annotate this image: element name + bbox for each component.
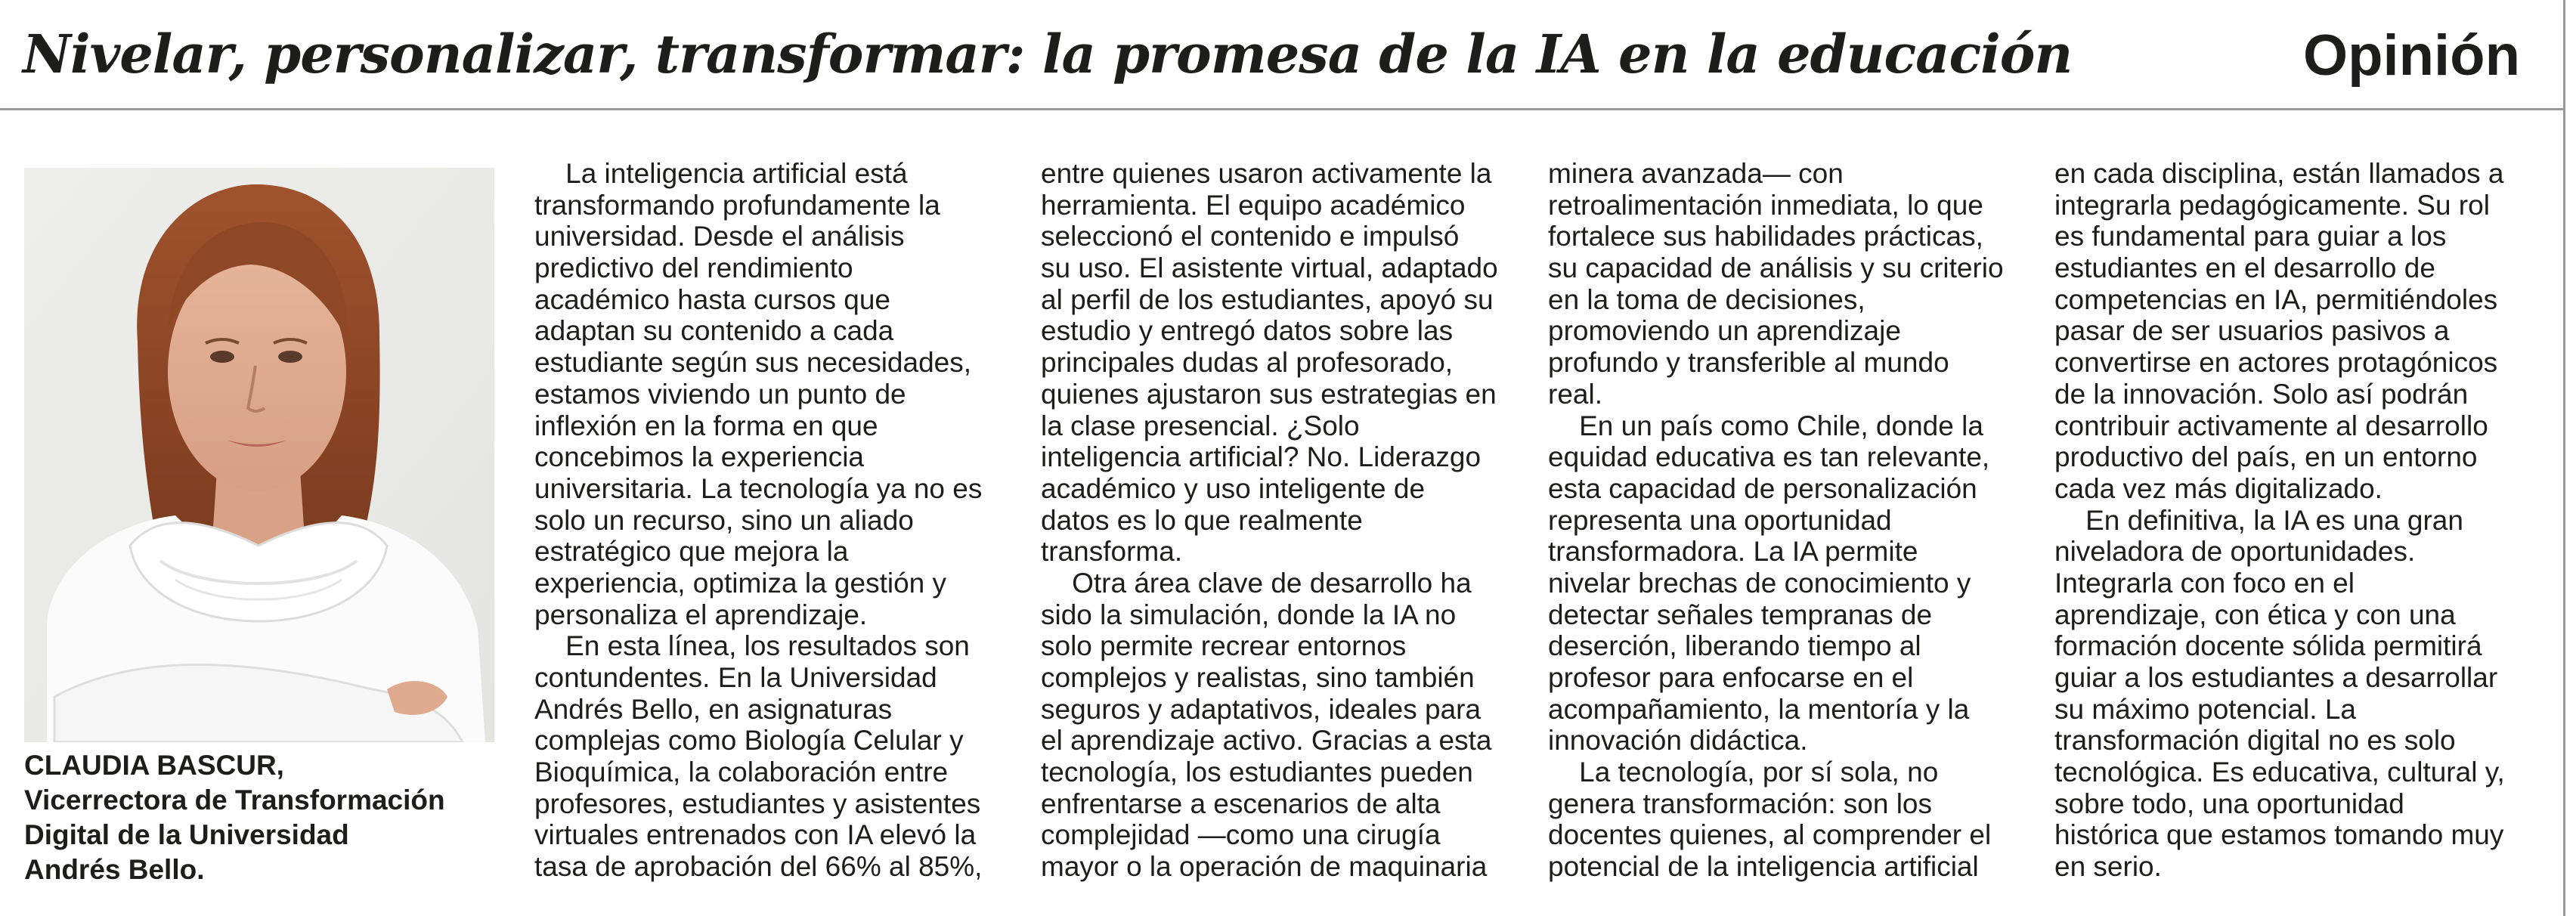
article-text-line: complejas como Biología Celular y	[534, 725, 964, 757]
article-text-line: detectar señales tempranas de	[1548, 599, 1933, 630]
article-text-line: principales dudas al profesorado,	[1041, 347, 1454, 379]
article-text-line: predictivo del rendimiento	[534, 252, 853, 284]
article-text-line: solo permite recrear entornos	[1041, 630, 1407, 662]
article-text-line: datos es lo que realmente	[1041, 504, 1363, 536]
article-text-line: en cada disciplina, están llamados a	[2054, 158, 2504, 189]
article-text-line: estudiantes en el desarrollo de	[2054, 252, 2435, 284]
article-text-line: aprendizaje, con ética y con una	[2054, 599, 2456, 630]
article-text-line: retroalimentación inmediata, lo que	[1548, 189, 1983, 221]
article-text-line: enfrentarse a escenarios de alta	[1041, 788, 1441, 819]
article-text-line: genera transformación: son los	[1548, 788, 1932, 819]
author-role-line: Digital de la Universidad	[24, 819, 349, 850]
article-text-line: cada vez más digitalizado.	[2054, 472, 2382, 504]
article-text-line: integrarla pedagógicamente. Su rol	[2054, 189, 2490, 221]
article-text-line: mayor o la operación de maquinaria	[1041, 851, 1488, 883]
article-text-line: Bioquímica, la colaboración entre	[534, 757, 949, 788]
article-text-line: deserción, liberando tiempo al	[1548, 630, 1921, 662]
article-text-line: acompañamiento, la mentoría y la	[1548, 693, 1970, 725]
article-text-line: promoviendo un aprendizaje	[1548, 315, 1901, 347]
article-column-1	[534, 158, 1033, 883]
article-text-line: inflexión en la forma en que	[534, 410, 878, 441]
article-text-line: experiencia, optimiza la gestión y	[534, 567, 947, 599]
article-text-line: contribuir activamente al desarrollo	[2054, 410, 2488, 441]
article-text-line: complejidad —como una cirugía	[1041, 819, 1441, 851]
article-text-line: guiar a los estudiantes a desarrollar	[2054, 662, 2498, 693]
article-text-line: representa una oportunidad	[1548, 504, 1892, 536]
article-text-line: entre quienes usaron activamente la	[1041, 158, 1492, 189]
article-text-line: profundo y transferible al mundo	[1548, 347, 1949, 379]
author-role-line: Vicerrectora de Transformación	[24, 784, 445, 815]
header-divider	[0, 108, 2565, 110]
article-text-line: solo un recurso, sino un aliado	[534, 504, 914, 536]
article-text-line: niveladora de oportunidades.	[2054, 536, 2416, 568]
author-role-line: Andrés Bello.	[24, 854, 205, 885]
article-text-line: minera avanzada— con	[1548, 158, 1844, 189]
article-text-line: competencias en IA, permitiéndoles	[2054, 283, 2498, 315]
article-text-line: transformadora. La IA permite	[1548, 536, 1918, 568]
article-text-line: sido la simulación, donde la IA no	[1041, 599, 1457, 630]
article-text-line: su uso. El asistente virtual, adaptado	[1041, 252, 1498, 284]
article-text-line: convertirse en actores protagónicos	[2054, 347, 2498, 379]
article-text-line: La tecnología, por sí sola, no	[1548, 757, 1939, 788]
article-text-line: académico hasta cursos que	[534, 283, 890, 315]
article-text-line: equidad educativa es tan relevante,	[1548, 441, 1990, 473]
article-text-line: herramienta. El equipo académico	[1041, 189, 1466, 221]
article-text-line: concebimos la experiencia	[534, 441, 865, 473]
article-column-3	[1548, 158, 2047, 883]
article-text-line: docentes quienes, al comprender el	[1548, 819, 1992, 851]
article-text-line: En esta línea, los resultados son	[534, 630, 970, 662]
article-text-line: Andrés Bello, en asignaturas	[534, 693, 893, 725]
article-text-line: en serio.	[2054, 851, 2162, 883]
article-text-line: En definitiva, la IA es una gran	[2054, 504, 2463, 536]
article-text-line: formación docente sólida permitirá	[2054, 630, 2482, 662]
article-text-line: estudiante según sus necesidades,	[534, 347, 972, 379]
article-text-line: virtuales entrenados con IA elevó la	[534, 819, 977, 851]
article-text-line: profesores, estudiantes y asistentes	[534, 788, 981, 819]
article-text-line: en la toma de decisiones,	[1548, 283, 1865, 315]
article-text-line: complejos y realistas, sino también	[1041, 662, 1475, 693]
section-label: Opinión	[2302, 23, 2520, 88]
article-text-line: contundentes. En la Universidad	[534, 662, 937, 693]
article-text-line: académico y uso inteligente de	[1041, 472, 1426, 504]
page-edge-divider	[2563, 0, 2565, 916]
article-text-line: seleccionó el contenido e impulsó	[1041, 221, 1460, 252]
article-text-line: estamos viviendo un punto de	[534, 378, 906, 410]
article-text-line: pasar de ser usuarios pasivos a	[2054, 315, 2450, 347]
article-text-line: al perfil de los estudiantes, apoyó su	[1041, 283, 1494, 315]
author-byline	[24, 748, 508, 887]
article-text-line: tecnológica. Es educativa, cultural y,	[2054, 757, 2505, 788]
article-text-line: sobre todo, una oportunidad	[2054, 788, 2404, 819]
article-text-line: innovación didáctica.	[1548, 725, 1808, 757]
article-column-4	[2054, 158, 2553, 883]
article-column-2	[1041, 158, 1540, 883]
article-text-line: transformando profundamente la	[534, 189, 940, 221]
article-text-line: fortalece sus habilidades prácticas,	[1548, 221, 1983, 252]
author-name: CLAUDIA BASCUR,	[24, 750, 284, 781]
article-text-line: esta capacidad de personalización	[1548, 472, 1977, 504]
article-text-line: es fundamental para guiar a los	[2054, 221, 2447, 252]
page-header	[0, 0, 2565, 108]
article-text-line: su máximo potencial. La	[2054, 693, 2356, 725]
article-text-line: su capacidad de análisis y su criterio	[1548, 252, 2004, 284]
article-text-line: universidad. Desde el análisis	[534, 221, 905, 252]
article-text-line: adaptan su contenido a cada	[534, 315, 894, 347]
article-text-line: seguros y adaptativos, ideales para	[1041, 693, 1482, 725]
article-text-line: profesor para enfocarse en el	[1548, 662, 1914, 693]
article-text-line: estudio y entregó datos sobre las	[1041, 315, 1454, 347]
article-text-line: nivelar brechas de conocimiento y	[1548, 567, 1971, 599]
article-text-line: el aprendizaje activo. Gracias a esta	[1041, 725, 1492, 757]
article-text-line: de la innovación. Solo así podrán	[2054, 378, 2469, 410]
article-text-line: transformación digital no es solo	[2054, 725, 2456, 757]
article-text-line: personaliza el aprendizaje.	[534, 599, 868, 630]
article-text-line: tecnología, los estudiantes pueden	[1041, 757, 1473, 788]
author-photo	[24, 168, 494, 742]
article-text-line: potencial de la inteligencia artificial	[1548, 851, 1979, 883]
article-text-line: histórica que estamos tomando muy	[2054, 819, 2504, 851]
article-text-line: real.	[1548, 378, 1602, 410]
article-headline: Nivelar, personalizar, transformar: la promesa de la IA en la educación	[23, 23, 2073, 85]
article-text-line: transforma.	[1041, 536, 1183, 568]
article-text-line: La inteligencia artificial está	[534, 158, 908, 189]
article-text-line: la clase presencial. ¿Solo	[1041, 410, 1360, 441]
article-text-line: universitaria. La tecnología ya no es	[534, 472, 983, 504]
article-text-line: Otra área clave de desarrollo ha	[1041, 567, 1472, 599]
article-text-line: tasa de aprobación del 66% al 85%,	[534, 851, 983, 883]
article-text-line: productivo del país, en un entorno	[2054, 441, 2478, 473]
article-text-line: quienes ajustaron sus estrategias en	[1041, 378, 1497, 410]
article-text-line: Integrarla con foco en el	[2054, 567, 2355, 599]
article-text-line: inteligencia artificial? No. Liderazgo	[1041, 441, 1482, 473]
article-text-line: estratégico que mejora la	[534, 536, 849, 568]
article-text-line: En un país como Chile, donde la	[1548, 410, 1983, 441]
